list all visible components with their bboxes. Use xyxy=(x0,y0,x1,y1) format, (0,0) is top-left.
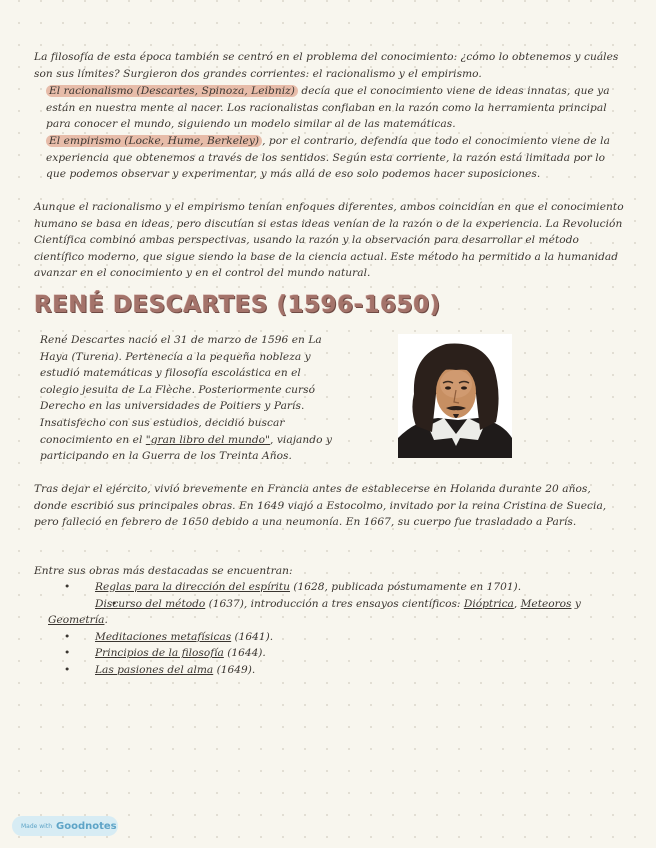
work-detail-end: . xyxy=(104,614,108,627)
racionalismo-paragraph xyxy=(46,83,624,133)
summary-paragraph: Aunque el racionalismo y el empirismo tenían enfoques diferentes, ambos coincidían en que el conocimiento humano se basa en ideas, pero discutían si estas ideas venían de la razón o de la experiencia. La Revolución Científica combinó ambas perspectivas, usando la razón y la observación para desarrollar el método científico moderno, que sigue siendo la base de la ciencia actual. Este método ha permitido a la humanidad avanzar en el conocimiento y en el control del mundo natural. xyxy=(34,201,624,280)
work-item xyxy=(48,662,620,679)
work-separator: , xyxy=(513,597,521,610)
work-essay-geometria: Geometría xyxy=(48,614,105,627)
works-list xyxy=(48,579,620,679)
work-item xyxy=(48,629,620,646)
work-detail: (1644). xyxy=(223,647,266,660)
work-separator: y xyxy=(571,597,581,610)
intro-paragraph xyxy=(34,49,622,82)
bio-p1-after: , viajando y participando en la Guerra de los Treinta Años. xyxy=(40,433,332,463)
portrait-drawing xyxy=(398,334,512,458)
intro-lead: La filosofía de esta época también se centró en el problema del conocimiento: ¿cómo lo obtenemos y cuáles son sus límites? Surgieron dos grandes corrientes: el racionalismo y el empirismo. xyxy=(34,51,619,80)
work-title: Discurso del método xyxy=(95,597,206,610)
section-title: RENÉ DESCARTES (1596-1650) xyxy=(34,292,441,318)
badge-made-with: Made with xyxy=(21,822,52,830)
goodnotes-badge[interactable] xyxy=(12,816,118,836)
bio-p1-before: René Descartes nació el 31 de marzo de 1596 en La Haya (Turena). Pertenecía a la pequeña nobleza y estudió matemáticas y filosofía escolástica en el colegio jesuita de La Flèche. Posteriormente cursó Derecho en las universidades de Poitiers y París. Insatisfecho con sus estudios, decidió buscar conocimiento en el xyxy=(40,334,322,446)
racionalismo-highlight: El racionalismo (Descartes, Spinoza, Leibniz) xyxy=(46,85,298,97)
work-title: Principios de la filosofía xyxy=(95,647,224,660)
gran-libro-link: "gran libro del mundo" xyxy=(145,433,271,446)
work-item xyxy=(48,579,620,596)
work-item xyxy=(48,645,620,662)
descartes-portrait xyxy=(398,334,512,458)
work-detail: (1641). xyxy=(231,630,274,643)
work-detail: (1628, publicada póstumamente en 1701). xyxy=(290,581,522,593)
racionalismo-text: decía que el conocimiento viene de ideas innatas, que ya están en nuestra mente al nacer. Los racionalistas confiaban en la razón como la herramienta principal para conocer el mundo, siguiendo un modelo similar al de las matemáticas. xyxy=(46,85,610,131)
bio-paragraph-2: Tras dejar el ejército, vivió brevemente en Francia antes de establecerse en Holanda durante 20 años, donde escribió sus principales obras. En 1649 viajó a Estocolmo, invitado por la reina Cristina de Suecia, pero falleció en febrero de 1650 debido a una neumonía. En 1667, su cuerpo fue trasladado a París. xyxy=(34,483,607,529)
work-detail: (1637), introducción a tres ensayos científicos: xyxy=(205,597,464,610)
work-essay-meteoros: Meteoros xyxy=(520,597,572,610)
work-detail: (1649). xyxy=(213,663,256,676)
empirismo-text: , por el contrario, defendía que todo el conocimiento viene de la experiencia que obtenemos a través de los sentidos. Según esta corriente, la razón está limitada por lo que podemos observar y experimentar, y más allá de eso solo podemos hacer suposiciones. xyxy=(46,135,610,181)
work-title: Las pasiones del alma xyxy=(95,663,214,676)
work-essay-dioptrica: Dióptrica xyxy=(463,597,514,610)
badge-brand: Goodnotes xyxy=(56,820,117,832)
works-intro: Entre sus obras más destacadas se encuentran: xyxy=(34,565,293,577)
empirismo-highlight: El empirismo (Locke, Hume, Berkeley) xyxy=(46,135,262,147)
work-title: Meditaciones metafísicas xyxy=(95,630,232,643)
empirismo-paragraph xyxy=(46,133,624,183)
work-title: Reglas para la dirección del espíritu xyxy=(95,581,290,593)
work-item xyxy=(48,596,620,629)
bio-paragraph-1 xyxy=(40,332,342,465)
